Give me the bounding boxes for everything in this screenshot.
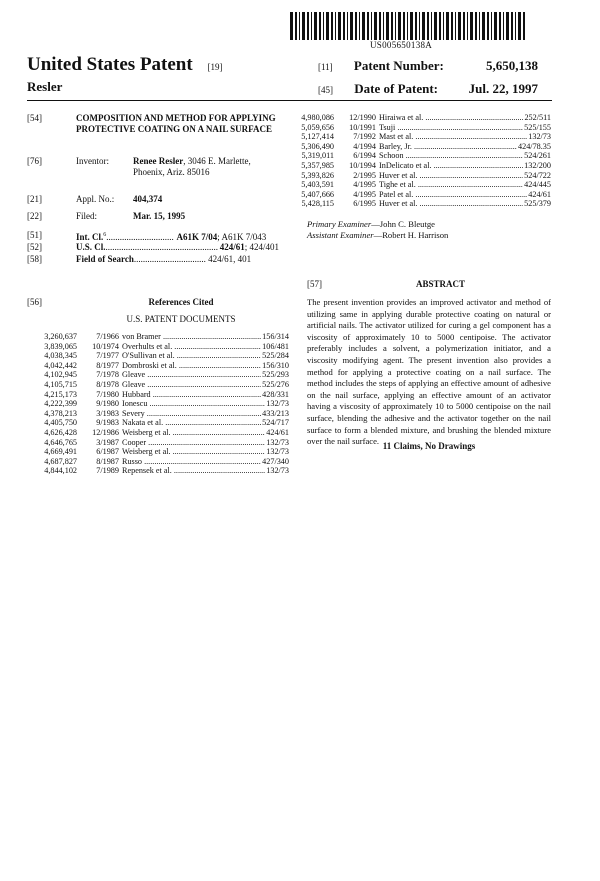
reference-row xyxy=(284,190,551,200)
reference-date: 3/1983 xyxy=(96,408,119,418)
abstract-text: The present invention provides an improved activator and method of utilizing same in applying durable protective coating on natural or artificial nails. The activator utilized for curing a gel component has a viscosity of approximately 10 to 5000 centipoise. The activator preferably includes a solvent, a polymerization initiator, and a viscosity modifying agent. The present invention also provides a method for applying a protective coating on a nail surface. The method includes the steps of applying an effective amount of adhesive on the nail surface, applying an effective amount of an activator having a viscosity of approximately 10 to 5000 centipoise on the nail surface, blending the adhesive and the activator together on the nail surface to form a blended mixture, and brushing the blended mixture over the nail surface. xyxy=(307,297,551,447)
reference-number: 4,646,765 xyxy=(44,437,77,447)
reference-number: 4,980,086 xyxy=(301,113,334,122)
reference-number: 4,042,442 xyxy=(44,360,77,370)
reference-class: 525/293 xyxy=(262,370,289,380)
reference-row xyxy=(284,151,551,161)
reference-number: 5,407,666 xyxy=(301,189,334,199)
date-label: Date of Patent: xyxy=(354,81,438,96)
patent-number-line xyxy=(318,58,444,74)
fos-label: Field of Search xyxy=(76,254,134,264)
reference-number: 4,378,213 xyxy=(44,408,77,418)
reference-class: 132/73 xyxy=(266,466,289,476)
reference-class: 424/61 xyxy=(266,427,289,437)
reference-name: Ionescu ..... xyxy=(122,399,265,409)
assistant-examiner-label: Assistant Examiner xyxy=(307,230,374,240)
inventor-label: Inventor: xyxy=(76,156,109,166)
abstract-code: [57] xyxy=(307,279,322,289)
reference-date: 6/1987 xyxy=(96,447,119,457)
inventor-short: Resler xyxy=(27,79,63,94)
reference-row xyxy=(27,332,289,342)
uscl-code: [52] xyxy=(27,242,42,252)
inventor-details xyxy=(133,156,293,178)
reference-date: 7/1978 xyxy=(96,370,119,380)
reference-class: 525/379 xyxy=(524,199,551,209)
reference-class: 424/78.35 xyxy=(518,141,551,151)
reference-date: 10/1974 xyxy=(92,341,119,351)
reference-date: 4/1995 xyxy=(353,180,376,190)
reference-date: 2/1995 xyxy=(353,170,376,180)
reference-row xyxy=(27,466,289,476)
reference-row xyxy=(27,399,289,409)
reference-name: Tighe et al. ..... xyxy=(379,180,523,190)
reference-name: Overhults et al. ..... xyxy=(122,342,261,352)
reference-row xyxy=(27,457,289,467)
reference-date: 7/1992 xyxy=(353,132,376,142)
reference-name: Schoon ..... xyxy=(379,151,523,161)
reference-number: 4,687,827 xyxy=(44,456,77,466)
reference-class: 433/213 xyxy=(262,408,289,418)
reference-number: 5,319,011 xyxy=(301,151,334,161)
reference-name: Hubbard ..... xyxy=(122,390,261,400)
reference-date: 8/1977 xyxy=(96,360,119,370)
reference-number: 4,669,491 xyxy=(44,447,77,457)
reference-date: 10/1991 xyxy=(349,122,376,132)
reference-row xyxy=(27,438,289,448)
reference-name: Huver et al. ..... xyxy=(379,199,523,209)
reference-name: Weisberg et al. ..... xyxy=(122,428,265,438)
reference-number: 3,839,065 xyxy=(44,341,77,351)
references-heading: References Cited xyxy=(148,297,214,307)
reference-number: 5,059,656 xyxy=(301,122,334,132)
reference-name: Russo ..... xyxy=(122,457,261,467)
reference-name: Severy ..... xyxy=(122,409,261,419)
barcode xyxy=(290,12,526,40)
reference-class: 428/331 xyxy=(262,389,289,399)
reference-number: 5,127,414 xyxy=(301,132,334,142)
reference-class: 132/73 xyxy=(266,447,289,457)
patent-number-code: [11] xyxy=(318,62,333,72)
reference-date: 8/1978 xyxy=(96,379,119,389)
primary-examiner-name: —John C. Bleutge xyxy=(371,219,435,229)
primary-examiner xyxy=(307,219,435,230)
reference-name: Dombroski et al. ..... xyxy=(122,361,261,371)
reference-class: 525/276 xyxy=(262,379,289,389)
reference-date: 3/1987 xyxy=(96,437,119,447)
reference-name: Huver et al. ..... xyxy=(379,171,523,181)
fos-line xyxy=(76,254,286,265)
reference-row xyxy=(27,447,289,457)
reference-row xyxy=(284,180,551,190)
reference-class: 524/722 xyxy=(524,170,551,180)
reference-date: 12/1986 xyxy=(92,427,119,437)
country-code: [19] xyxy=(207,62,223,72)
reference-row xyxy=(284,142,551,152)
reference-name: Mast et al. ..... xyxy=(379,132,527,142)
reference-date: 7/1989 xyxy=(96,466,119,476)
reference-name: Patel et al. ..... xyxy=(379,190,527,200)
date-line xyxy=(318,81,438,97)
reference-date: 6/1994 xyxy=(353,151,376,161)
inventor-code: [76] xyxy=(27,156,42,166)
reference-row xyxy=(27,380,289,390)
reference-class: 252/511 xyxy=(524,113,551,122)
reference-date: 10/1994 xyxy=(349,160,376,170)
inventor-address-1: , 3046 E. Marlette, xyxy=(183,156,251,166)
reference-number: 4,215,173 xyxy=(44,389,77,399)
country-title: United States Patent xyxy=(27,54,193,75)
patent-country-title xyxy=(27,54,222,76)
intcl-code: [51] xyxy=(27,230,42,240)
reference-number: 4,405,750 xyxy=(44,418,77,428)
reference-date: 4/1995 xyxy=(353,189,376,199)
reference-name: Nakata et al. ..... xyxy=(122,418,261,428)
fos-code: [58] xyxy=(27,254,42,264)
reference-number: 4,222,399 xyxy=(44,399,77,409)
reference-number: 4,038,345 xyxy=(44,351,77,361)
intcl-edition: 6 xyxy=(103,232,107,238)
assistant-examiner-name: —Robert H. Harrison xyxy=(373,230,449,240)
claims-summary: 11 Claims, No Drawings xyxy=(382,441,476,451)
invention-title: COMPOSITION AND METHOD FOR APPLYING PROTECTIVE COATING ON A NAIL SURFACE xyxy=(76,113,276,134)
title-code: [54] xyxy=(27,113,42,123)
uscl-label: U.S. Cl. xyxy=(76,242,106,252)
references-code: [56] xyxy=(27,297,42,307)
filed-code: [22] xyxy=(27,211,42,221)
reference-class: 132/73 xyxy=(528,132,551,142)
reference-name: O'Sullivan et al. ..... xyxy=(122,351,261,361)
reference-number: 5,393,826 xyxy=(301,170,334,180)
header-rule xyxy=(27,100,552,101)
reference-row xyxy=(284,113,551,123)
assistant-examiner xyxy=(307,230,448,241)
date-code: [45] xyxy=(318,85,333,95)
reference-class: 132/200 xyxy=(524,160,551,170)
primary-examiner-label: Primary Examiner xyxy=(307,219,372,229)
reference-name: Repensek et al. ..... xyxy=(122,466,265,476)
reference-date: 9/1983 xyxy=(96,418,119,428)
uscl-leader xyxy=(106,242,218,253)
reference-number: 4,102,945 xyxy=(44,370,77,380)
reference-name: Hiraiwa et al. ..... xyxy=(379,113,523,123)
abstract-heading: ABSTRACT xyxy=(415,279,465,289)
filed-date: Mar. 15, 1995 xyxy=(133,211,186,221)
reference-date: 12/1990 xyxy=(349,113,376,122)
filed-label: Filed: xyxy=(76,211,98,221)
reference-name: Cooper ..... xyxy=(122,438,265,448)
reference-row xyxy=(27,342,289,352)
uscl-line xyxy=(76,242,286,253)
uscl-primary: 424/61 xyxy=(219,242,245,252)
patent-date: Jul. 22, 1997 xyxy=(468,81,538,96)
reference-number: 5,403,591 xyxy=(301,180,334,190)
reference-date: 9/1980 xyxy=(96,399,119,409)
reference-class: 424/61 xyxy=(528,189,551,199)
publication-number: US005650138A xyxy=(370,40,433,50)
intcl-primary: A61K 7/04 xyxy=(176,232,218,242)
patent-number-label: Patent Number: xyxy=(353,58,444,73)
reference-name: Tsuji ..... xyxy=(379,123,523,133)
reference-class: 156/314 xyxy=(262,332,289,341)
references-list-right xyxy=(284,113,551,209)
reference-class: 132/73 xyxy=(266,399,289,409)
reference-name: Gleave ..... xyxy=(122,380,261,390)
reference-class: 525/155 xyxy=(524,122,551,132)
fos-value: 424/61, 401 xyxy=(208,254,252,264)
appl-number: 404,374 xyxy=(133,194,163,204)
reference-class: 427/340 xyxy=(262,456,289,466)
reference-row xyxy=(27,418,289,428)
reference-number: 4,105,715 xyxy=(44,379,77,389)
reference-class: 106/481 xyxy=(262,341,289,351)
reference-class: 424/445 xyxy=(524,180,551,190)
reference-row xyxy=(27,409,289,419)
intcl-secondary: ; A61K 7/043 xyxy=(217,232,267,242)
inventor-address-2: Phoenix, Ariz. 85016 xyxy=(133,167,210,177)
reference-number: 3,260,637 xyxy=(44,332,77,341)
reference-name: InDelicato et al. ..... xyxy=(379,161,523,171)
reference-class: 156/310 xyxy=(262,360,289,370)
reference-date: 7/1966 xyxy=(96,332,119,341)
uscl-secondary: ; 424/401 xyxy=(244,242,280,252)
reference-class: 525/284 xyxy=(262,351,289,361)
reference-class: 524/717 xyxy=(262,418,289,428)
reference-row xyxy=(27,351,289,361)
reference-class: 524/261 xyxy=(524,151,551,161)
reference-number: 4,844,102 xyxy=(44,466,77,476)
reference-row xyxy=(284,123,551,133)
inventor-name: Renee Resler xyxy=(133,156,184,166)
patent-number: 5,650,138 xyxy=(486,58,538,73)
reference-number: 5,357,985 xyxy=(301,160,334,170)
reference-name: Gleave ..... xyxy=(122,370,261,380)
reference-row xyxy=(27,390,289,400)
reference-row xyxy=(27,428,289,438)
reference-class: 132/73 xyxy=(266,437,289,447)
references-subheading: U.S. PATENT DOCUMENTS xyxy=(126,314,236,324)
reference-row xyxy=(284,132,551,142)
fos-leader xyxy=(134,254,206,265)
reference-row xyxy=(27,370,289,380)
reference-number: 4,626,428 xyxy=(44,427,77,437)
reference-date: 4/1994 xyxy=(353,141,376,151)
reference-name: Weisberg et al. ..... xyxy=(122,447,265,457)
reference-number: 5,306,490 xyxy=(301,141,334,151)
reference-date: 8/1987 xyxy=(96,456,119,466)
appl-code: [21] xyxy=(27,194,42,204)
reference-row xyxy=(284,171,551,181)
reference-row xyxy=(27,361,289,371)
reference-name: von Bramer ..... xyxy=(122,332,261,342)
reference-date: 7/1980 xyxy=(96,389,119,399)
reference-date: 6/1995 xyxy=(353,199,376,209)
reference-name: Barley, Jr. ..... xyxy=(379,142,517,152)
reference-row xyxy=(284,199,551,209)
reference-row xyxy=(284,161,551,171)
reference-number: 5,428,115 xyxy=(301,199,334,209)
reference-date: 7/1977 xyxy=(96,351,119,361)
appl-label: Appl. No.: xyxy=(76,194,115,204)
references-list-left xyxy=(27,332,289,476)
intcl-label: Int. Cl. xyxy=(76,232,104,242)
